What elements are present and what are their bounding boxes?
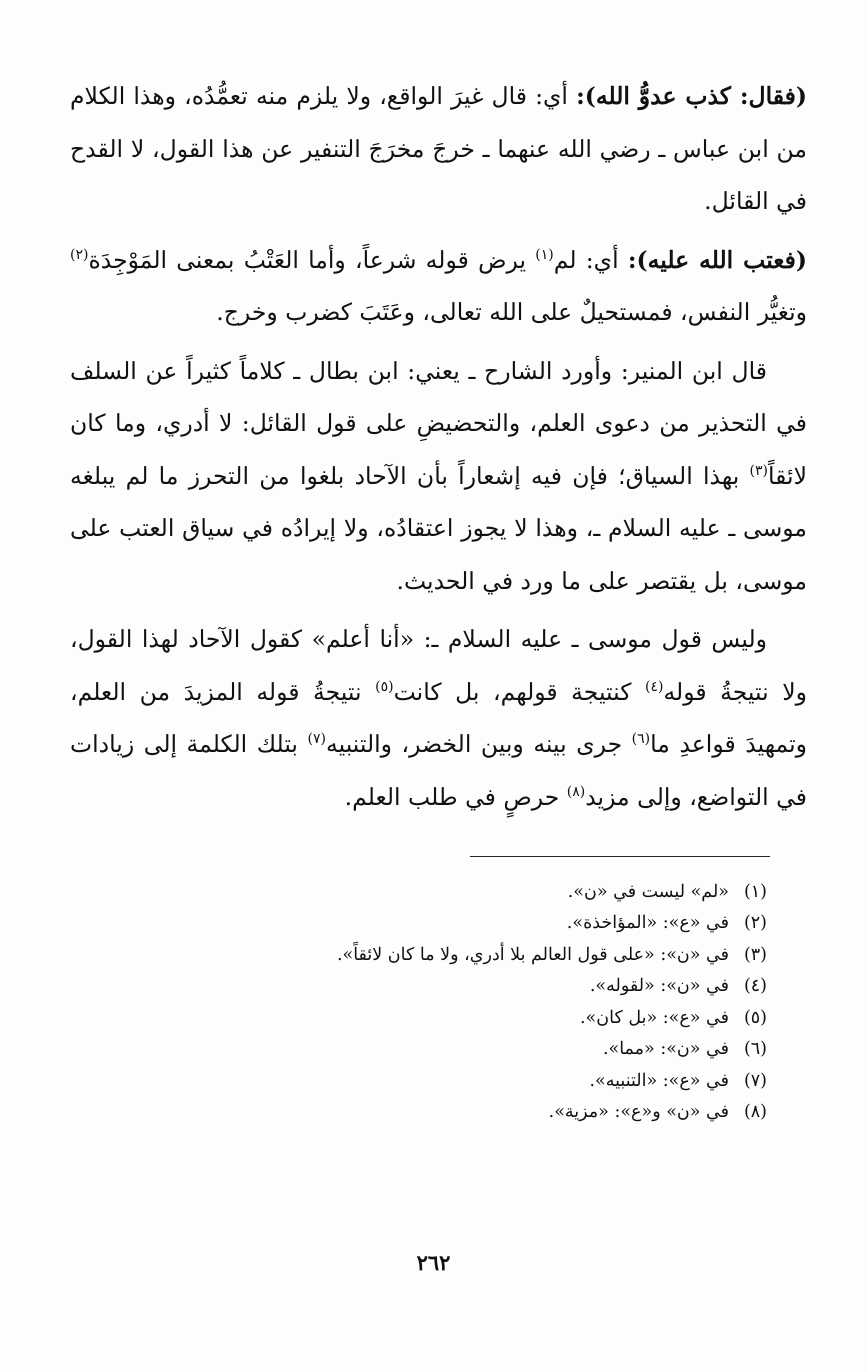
paragraph-text: أي: قال غيرَ الواقع، ولا يلزم منه تعمُّدُه، وهذا الكلام من ابن عباس ـ رضي الله عنهما ـ خرجَ مخرَجَ التنفير عن هذا القول، لا القدح في القائل. <box>70 82 807 215</box>
footnote <box>70 1097 767 1129</box>
paragraph-lead: (فعتب الله عليه): <box>627 245 807 274</box>
paragraph-1 <box>70 70 807 228</box>
footnote <box>70 908 767 940</box>
paragraph-4 <box>70 613 807 823</box>
footnote-text: في «ع»: «التنبيه». <box>589 1070 729 1091</box>
footnote <box>70 1065 767 1097</box>
footnote-marker: (٧) <box>307 731 326 748</box>
paragraph-text: وتغيُّر النفس، فمستحيلٌ على الله تعالى، وعَتَبَ كضرب وخرج. <box>216 298 807 326</box>
footnote-text: «لم» ليست في «ن». <box>567 881 729 902</box>
footnote <box>70 876 767 908</box>
footnote-marker: (١) <box>535 246 554 263</box>
paragraph-lead: (فقال: كذب عدوُّ الله): <box>576 82 807 110</box>
footnote <box>70 1034 767 1066</box>
paragraph-text: وليس قول موسى ـ عليه السلام ـ: «أنا أعلم» كقول الآحاد لهذا القول، ولا نتيجةُ قوله <box>70 625 807 706</box>
paragraph-text: بهذا السياق؛ فإن فيه إشعاراً بأن الآحاد بلغوا من التحرز ما لم يبلغه موسى ـ عليه السلام ـ، وهذا لا يجوز اعتقادُه، ولا إيرادُه في سياق العتب على موسى، بل يقتصر على ما ورد في الحديث. <box>70 461 807 595</box>
paragraph-text: نتيجةُ قوله المزيدَ من العلم، وتمهيدَ قواعدِ ما <box>70 677 808 758</box>
footnote-text: في «ن»: «مما». <box>602 1039 729 1060</box>
footnotes <box>70 876 767 1128</box>
footnote-number: (٤) <box>743 976 767 997</box>
footnote-number: (٧) <box>743 1070 767 1091</box>
footnote-number: (٢) <box>743 913 767 934</box>
footnote-separator <box>470 856 770 857</box>
footnote-marker: (٦) <box>631 731 651 748</box>
footnote-number: (٣) <box>743 944 767 965</box>
footnote <box>70 971 767 1003</box>
footnote-marker: (٢) <box>70 246 89 263</box>
footnote-text: في «ع»: «المؤاخذة». <box>566 913 729 934</box>
paragraph-text: أي: لم <box>553 245 628 274</box>
paragraph-2 <box>70 234 807 339</box>
footnote-number: (٦) <box>743 1039 767 1060</box>
paragraph-text: كنتيجة قولهم، بل كانت <box>393 677 645 706</box>
footnote <box>70 1002 767 1034</box>
footnote-text: في «ن»: «لقوله». <box>589 976 729 997</box>
footnote-text: في «ع»: «بل كان». <box>579 1007 729 1028</box>
main-text <box>70 70 807 823</box>
paragraph-text: يرض قوله شرعاً، وأما العَتْبُ بمعنى المَوْجِدَة <box>88 245 536 274</box>
paragraph-text: قال ابن المنير: وأورد الشارح ـ يعني: ابن بطال ـ كلاماً كثيراً عن السلف في التحذير من دعوى العلم، والتحضيضِ على قول القائل: لا أدري، وما كان لائقاً <box>70 356 807 490</box>
page-number: ٢٦٢ <box>416 1250 451 1275</box>
footnote-number: (١) <box>743 881 767 902</box>
footnote-marker: (٤) <box>644 678 664 695</box>
paragraph-text: حرصٍ في طلب العلم. <box>344 782 567 811</box>
paragraph-3 <box>70 345 807 608</box>
paragraph-text: جرى بينه وبين الخضر، والتنبيه <box>326 730 632 758</box>
paragraph-text: بتلك الكلمة إلى زيادات في التواضع، وإلى مزيد <box>70 730 807 811</box>
footnote-text: في «ن» و«ع»: «مزية». <box>548 1102 729 1123</box>
footnote-marker: (٣) <box>749 462 768 479</box>
footnote-marker: (٥) <box>375 678 394 695</box>
footnote-number: (٥) <box>743 1007 767 1028</box>
footnote-number: (٨) <box>743 1102 767 1123</box>
footnote-marker: (٨) <box>566 783 586 800</box>
footnote-text: في «ن»: «على قول العالم بلا أدري، ولا ما كان لائقاً». <box>336 944 729 965</box>
footnote <box>70 939 767 971</box>
